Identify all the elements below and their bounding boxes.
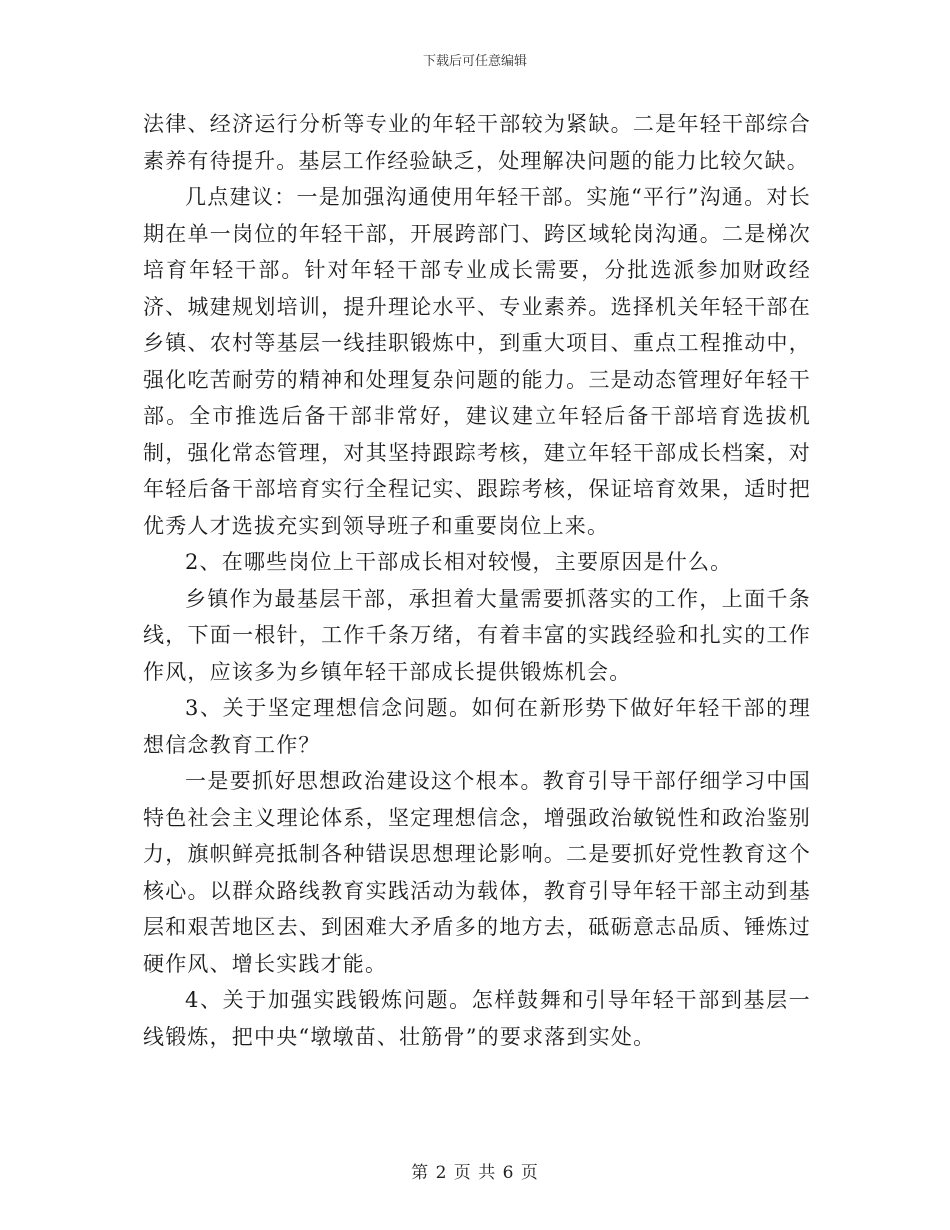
page-number-footer: 第 2 页 共 6 页 bbox=[411, 1163, 539, 1183]
paragraph-answer-2: 乡镇作为最基层干部，承担着大量需要抓落实的工作，上面千条线，下面一根针，工作千条万绪，有着丰富的实践经验和扎实的工作作风，应该多为乡镇年轻干部成长提供锻炼机会。 bbox=[143, 586, 811, 684]
paragraph-answer-3: 一是要抓好思想政治建设这个根本。教育引导干部仔细学习中国特色社会主义理论体系，坚定理想信念，增强政治敏锐性和政治鉴别力，旗帜鲜亮抵制各种错误思想理论影响。二是要抓好党性教育这个核心。以群众路线教育实践活动为载体，教育引导年轻干部主动到基层和艰苦地区去、到困难大矛盾多的地方去，砥砺意志品质、锤炼过硬作风、增长实践才能。 bbox=[143, 769, 811, 976]
paragraph-suggestions: 几点建议：一是加强沟通使用年轻干部。实施“平行”沟通。对长期在单一岗位的年轻干部，开展跨部门、跨区域轮岗沟通。二是梯次培育年轻干部。针对年轻干部专业成长需要，分批选派参加财政经济、城建规划培训，提升理论水平、专业素养。选择机关年轻干部在乡镇、农村等基层一线挂职锻炼中，到重大项目、重点工程推动中，强化吃苦耐劳的精神和处理复杂问题的能力。三是动态管理好年轻干部。全市推选后备干部非常好，建议建立年轻后备干部培育选拔机制，强化常态管理，对其坚持跟踪考核，建立年轻干部成长档案，对年轻后备干部培育实行全程记实、跟踪考核，保证培育效果，适时把优秀人才选拔充实到领导班子和重要岗位上来。 bbox=[143, 185, 811, 538]
document-body bbox=[143, 106, 811, 1055]
paragraph-continuation: 法律、经济运行分析等专业的年轻干部较为紧缺。二是年轻干部综合素养有待提升。基层工作经验缺乏，处理解决问题的能力比较欠缺。 bbox=[143, 112, 811, 173]
paragraph-question-3: 3、关于坚定理想信念问题。如何在新形势下做好年轻干部的理想信念教育工作？ bbox=[143, 696, 811, 757]
paragraph-question-2: 2、在哪些岗位上干部成长相对较慢，主要原因是什么。 bbox=[185, 550, 733, 574]
page-header: 下载后可任意编辑 bbox=[422, 54, 527, 69]
paragraph-question-4: 4、关于加强实践锻炼问题。怎样鼓舞和引导年轻干部到基层一线锻炼，把中央“墩墩苗、壮筋骨”的要求落到实处。 bbox=[143, 988, 811, 1049]
